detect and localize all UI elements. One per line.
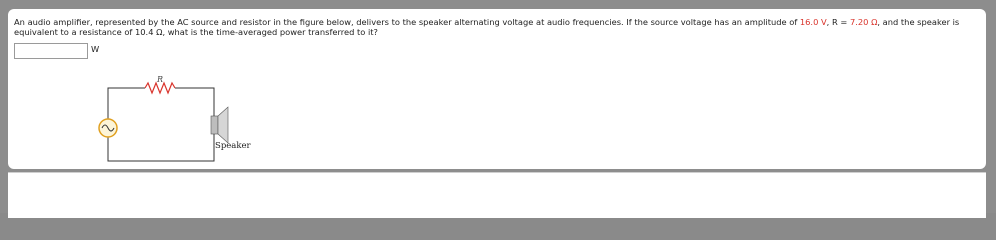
voltage-value: 16.0 V — [799, 17, 827, 27]
resistance-value: 7.20 Ω — [849, 17, 878, 27]
next-card — [8, 172, 986, 218]
speaker-icon — [211, 107, 228, 143]
speaker-label: Speaker — [215, 141, 251, 151]
question-part3: , and the speaker is equivalent to a resistance of 10.4 Ω, what is the time-averaged power transferred to it? — [14, 17, 960, 37]
answer-input[interactable] — [14, 43, 88, 59]
question-text — [14, 17, 984, 37]
resistor-label: R — [157, 75, 164, 84]
circuit-figure — [93, 69, 263, 164]
ac-source-icon — [99, 119, 117, 137]
wire-bottom — [108, 135, 214, 161]
resistor-icon — [145, 83, 175, 93]
question-part2: , R = — [826, 17, 850, 27]
answer-unit: W — [91, 44, 100, 54]
wire-top-right — [175, 88, 214, 109]
question-part1: An audio amplifier, represented by the AC source and resistor in the figure below, delivers to the speaker alternating voltage at audio frequencies. If the source voltage has an amplitude of — [14, 17, 800, 27]
question-card — [8, 9, 986, 169]
wire-top-left — [108, 88, 145, 121]
